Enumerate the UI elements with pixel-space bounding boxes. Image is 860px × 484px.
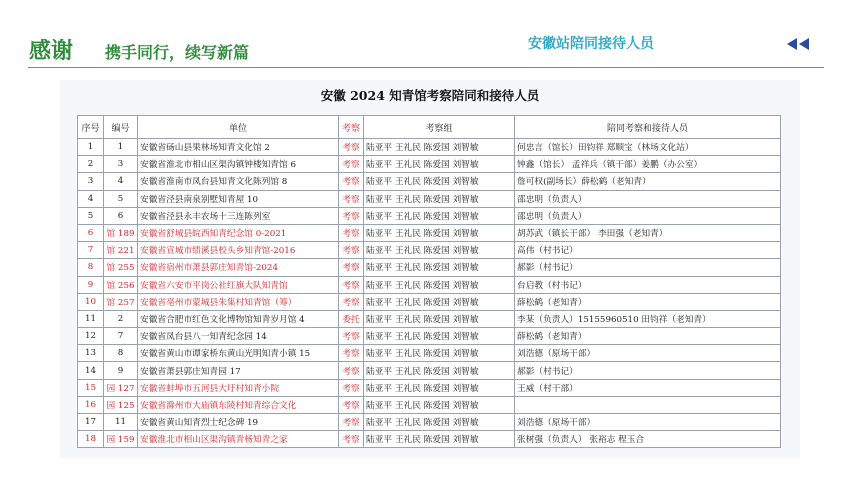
cell-group: 陆亚平 王礼民 陈爱国 刘智敏	[364, 259, 515, 276]
table-body	[78, 139, 781, 448]
col-header-code: 编号	[104, 116, 138, 139]
cell-group: 陆亚平 王礼民 陈爱国 刘智敏	[364, 345, 515, 362]
cell-host: 钟鑫（馆长） 孟祥兵（镇干部）姜鹏（办公室）	[515, 156, 781, 173]
cell-type: 考察	[339, 293, 364, 310]
table-row	[78, 139, 781, 156]
section-title: 安徽站陪同接待人员	[528, 36, 654, 52]
cell-host: 刘浩德（原场干部）	[515, 345, 781, 362]
col-header-seq: 序号	[78, 116, 104, 139]
col-header-group: 考察组	[364, 116, 515, 139]
cell-code: 园 127	[104, 379, 138, 396]
table-row	[78, 396, 781, 413]
cell-unit: 安徽省淮南市凤台县知青文化陈列馆 8	[138, 173, 339, 190]
table-row	[78, 207, 781, 224]
thanks-heading: 感谢	[29, 39, 74, 64]
table-row	[78, 173, 781, 190]
cell-group: 陆亚平 王礼民 陈爱国 刘智敏	[364, 328, 515, 345]
table-title: 安徽 2024 知青馆考察陪同和接待人员	[320, 88, 540, 103]
cell-seq: 4	[78, 190, 104, 207]
cell-type: 考察	[339, 396, 364, 413]
cell-host: 邵忠明（负责人）	[515, 207, 781, 224]
cell-type: 考察	[339, 259, 364, 276]
cell-code: 馆 255	[104, 259, 138, 276]
cell-seq: 5	[78, 207, 104, 224]
cell-group: 陆亚平 王礼民 陈爱国 刘智敏	[364, 156, 515, 173]
cell-seq: 16	[78, 396, 104, 413]
cell-group: 陆亚平 王礼民 陈爱国 刘智敏	[364, 379, 515, 396]
cell-seq: 7	[78, 242, 104, 259]
cell-seq: 18	[78, 431, 104, 448]
cell-unit: 安徽省泾县永丰农场十三连陈列室	[138, 207, 339, 224]
double-left-arrow-icon[interactable]	[787, 38, 809, 52]
slogan: 携手同行，续写新篇	[105, 43, 250, 62]
cell-code: 4	[104, 173, 138, 190]
cell-host: 王威（村干部）	[515, 379, 781, 396]
cell-group: 陆亚平 王礼民 陈爱国 刘智敏	[364, 224, 515, 241]
table-row	[78, 259, 781, 276]
cell-group: 陆亚平 王礼民 陈爱国 刘智敏	[364, 396, 515, 413]
cell-unit: 安徽省砀山县果林场知青文化馆 2	[138, 139, 339, 156]
cell-group: 陆亚平 王礼民 陈爱国 刘智敏	[364, 190, 515, 207]
table-row	[78, 431, 781, 448]
cell-unit: 安徽省宿州市萧县郭庄知青馆-2024	[138, 259, 339, 276]
cell-unit: 安徽省萧县郭庄知青园 17	[138, 362, 339, 379]
cell-unit: 安徽淮北市相山区渠沟镇青杨知青之家	[138, 431, 339, 448]
cell-unit: 安徽省舒城县皖西知青纪念馆 0-2021	[138, 224, 339, 241]
cell-code: 9	[104, 362, 138, 379]
cell-seq: 10	[78, 293, 104, 310]
table-row	[78, 345, 781, 362]
cell-code: 3	[104, 156, 138, 173]
cell-unit: 安徽省黄山知青烈士纪念碑 19	[138, 414, 339, 431]
content-panel	[60, 80, 800, 458]
cell-group: 陆亚平 王礼民 陈爱国 刘智敏	[364, 362, 515, 379]
cell-host: 刘浩德（原场干部）	[515, 414, 781, 431]
cell-group: 陆亚平 王礼民 陈爱国 刘智敏	[364, 414, 515, 431]
cell-seq: 13	[78, 345, 104, 362]
cell-type: 考察	[339, 139, 364, 156]
cell-group: 陆亚平 王礼民 陈爱国 刘智敏	[364, 310, 515, 327]
col-header-type: 考察	[339, 116, 364, 139]
cell-unit: 安徽省泾县南泉别墅知青屋 10	[138, 190, 339, 207]
table-row	[78, 224, 781, 241]
cell-host: 台启教（村书记）	[515, 276, 781, 293]
cell-type: 考察	[339, 173, 364, 190]
header-divider	[28, 67, 824, 68]
cell-host	[515, 396, 781, 413]
table-header-row	[78, 116, 781, 139]
cell-code: 8	[104, 345, 138, 362]
left-arrow-icon	[799, 38, 809, 50]
table-row	[78, 190, 781, 207]
table-row	[78, 242, 781, 259]
cell-host: 薛松鹤（老知青）	[515, 328, 781, 345]
cell-unit: 安徽省滁州市大庙镇东陵村知青综合文化	[138, 396, 339, 413]
cell-host: 张树强（负责人） 张裕志 程玉合	[515, 431, 781, 448]
cell-group: 陆亚平 王礼民 陈爱国 刘智敏	[364, 293, 515, 310]
cell-seq: 12	[78, 328, 104, 345]
cell-seq: 15	[78, 379, 104, 396]
table-row	[78, 156, 781, 173]
table-row	[78, 414, 781, 431]
cell-type: 考察	[339, 345, 364, 362]
col-header-unit: 单位	[138, 116, 339, 139]
table-row	[78, 328, 781, 345]
cell-seq: 9	[78, 276, 104, 293]
cell-unit: 安徽省黄山市谭家桥东黄山光明知青小镇 15	[138, 345, 339, 362]
cell-type: 考察	[339, 379, 364, 396]
cell-host: 邵忠明（负责人）	[515, 190, 781, 207]
cell-group: 陆亚平 王礼民 陈爱国 刘智敏	[364, 207, 515, 224]
slide-header	[0, 0, 860, 72]
cell-group: 陆亚平 王礼民 陈爱国 刘智敏	[364, 431, 515, 448]
cell-code: 1	[104, 139, 138, 156]
cell-type: 考察	[339, 362, 364, 379]
cell-code: 馆 189	[104, 224, 138, 241]
cell-seq: 17	[78, 414, 104, 431]
cell-type: 考察	[339, 242, 364, 259]
cell-code: 馆 221	[104, 242, 138, 259]
cell-unit: 安徽省凤台县八一知青纪念园 14	[138, 328, 339, 345]
cell-host: 胡苏武（镇长干部） 李田强（老知青）	[515, 224, 781, 241]
cell-host: 郝影（村书记）	[515, 362, 781, 379]
table-row	[78, 362, 781, 379]
cell-type: 考察	[339, 190, 364, 207]
cell-unit: 安徽省宣城市绩溪县校头乡知青馆-2016	[138, 242, 339, 259]
cell-code: 7	[104, 328, 138, 345]
cell-seq: 2	[78, 156, 104, 173]
col-header-host: 陪同考察和接待人员	[515, 116, 781, 139]
table-row	[78, 293, 781, 310]
cell-seq: 14	[78, 362, 104, 379]
left-arrow-icon	[787, 38, 797, 50]
cell-host: 詹可权(副场长）薛松鹤（老知青）	[515, 173, 781, 190]
cell-type: 委托	[339, 310, 364, 327]
cell-type: 考察	[339, 207, 364, 224]
reception-table	[77, 115, 781, 448]
cell-host: 李某（负责人）15155960510 田钧祥（老知青）	[515, 310, 781, 327]
cell-type: 考察	[339, 431, 364, 448]
table-row	[78, 310, 781, 327]
cell-seq: 1	[78, 139, 104, 156]
cell-unit: 安徽省六安市平岗公社红旗大队知青馆	[138, 276, 339, 293]
cell-seq: 11	[78, 310, 104, 327]
cell-host: 高伟（村书记）	[515, 242, 781, 259]
table-row	[78, 379, 781, 396]
cell-code: 11	[104, 414, 138, 431]
cell-host: 何忠言（馆长）田钧祥 郑顺宝（林场文化站）	[515, 139, 781, 156]
cell-seq: 3	[78, 173, 104, 190]
cell-type: 考察	[339, 156, 364, 173]
cell-unit: 安徽省蚌埠市五河县大圩村知青小院	[138, 379, 339, 396]
cell-code: 园 125	[104, 396, 138, 413]
table-row	[78, 276, 781, 293]
cell-group: 陆亚平 王礼民 陈爱国 刘智敏	[364, 173, 515, 190]
cell-type: 考察	[339, 328, 364, 345]
cell-group: 陆亚平 王礼民 陈爱国 刘智敏	[364, 242, 515, 259]
cell-code: 馆 256	[104, 276, 138, 293]
cell-group: 陆亚平 王礼民 陈爱国 刘智敏	[364, 276, 515, 293]
cell-code: 园 159	[104, 431, 138, 448]
cell-unit: 安徽省合肥市红色文化博物馆知青岁月馆 4	[138, 310, 339, 327]
cell-host: 郝影（村书记）	[515, 259, 781, 276]
cell-unit: 安徽省淮北市相山区渠沟镇钟楼知青馆 6	[138, 156, 339, 173]
cell-seq: 6	[78, 224, 104, 241]
cell-type: 考察	[339, 276, 364, 293]
cell-host: 薛松鹤（老知青）	[515, 293, 781, 310]
cell-code: 2	[104, 310, 138, 327]
cell-type: 考察	[339, 414, 364, 431]
cell-unit: 安徽省亳州市蒙城县朱集村知青馆（筹）	[138, 293, 339, 310]
cell-group: 陆亚平 王礼民 陈爱国 刘智敏	[364, 139, 515, 156]
cell-code: 6	[104, 207, 138, 224]
cell-type: 考察	[339, 224, 364, 241]
cell-code: 5	[104, 190, 138, 207]
cell-code: 馆 257	[104, 293, 138, 310]
cell-seq: 8	[78, 259, 104, 276]
